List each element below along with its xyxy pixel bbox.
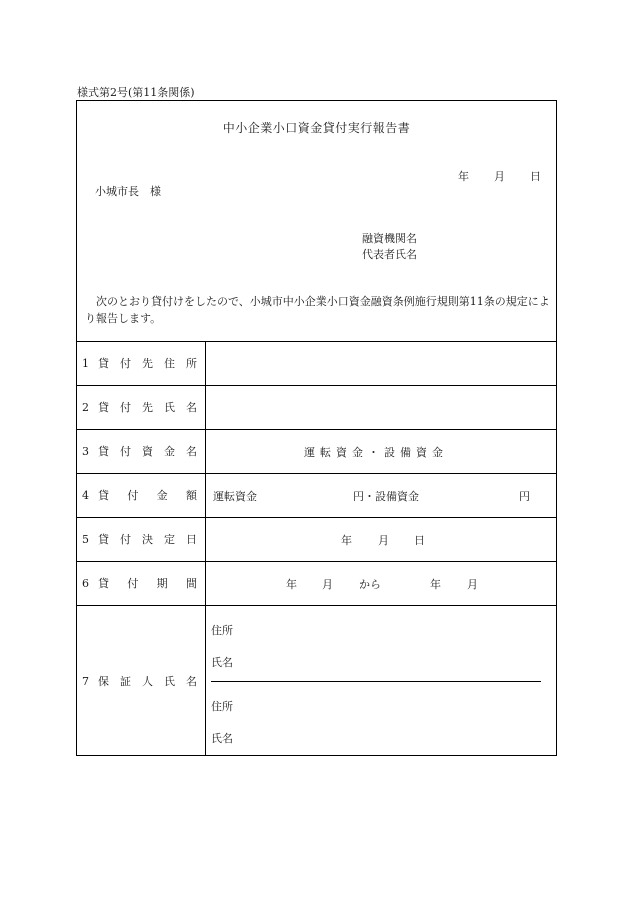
period-end-year-label: 年 xyxy=(430,578,441,591)
decision-day-label: 日 xyxy=(414,534,425,547)
row-label-guarantor-name: 7 保 証 人 氏 名 xyxy=(82,674,197,688)
guarantor2-address-label: 住所 xyxy=(211,700,233,713)
guarantor1-address-label: 住所 xyxy=(211,624,233,637)
form-reference: 様式第2号(第11条関係) xyxy=(77,86,195,99)
decision-month-label: 月 xyxy=(378,534,389,547)
amount-yen-label: 円 xyxy=(519,490,530,503)
row-label-loan-amount: 4 貸 付 金 額 xyxy=(82,488,197,502)
row-label-loan-period: 6 貸 付 期 間 xyxy=(82,576,197,590)
document-title: 中小企業小口資金貸付実行報告書 xyxy=(222,121,411,135)
row-label-decision-date: 5 貸 付 決 定 日 xyxy=(82,532,197,546)
date-year-label: 年 xyxy=(458,170,469,183)
amount-yen-equipment-label: 円・設備資金 xyxy=(353,490,419,503)
period-start-year-label: 年 xyxy=(286,578,297,591)
period-start-month-label: 月 xyxy=(322,578,333,591)
guarantor2-name-label: 氏名 xyxy=(211,732,233,745)
label-column-divider xyxy=(205,341,206,755)
guarantor1-name-label: 氏名 xyxy=(211,656,233,669)
representative-name-label: 代表者氏名 xyxy=(362,248,417,261)
period-from-label: から xyxy=(359,578,381,591)
fund-name-value: 運転資金・設備資金 xyxy=(304,446,448,459)
period-end-month-label: 月 xyxy=(467,578,478,591)
addressee: 小城市長 様 xyxy=(95,185,161,198)
institution-name-label: 融資機関名 xyxy=(362,232,417,245)
row-label-borrower-name: 2 貸 付 先 氏 名 xyxy=(82,400,197,414)
row-label-fund-name: 3 貸 付 資 金 名 xyxy=(82,444,197,458)
date-day-label: 日 xyxy=(530,170,541,183)
row-label-borrower-address: 1 貸 付 先 住 所 xyxy=(82,356,197,370)
report-form xyxy=(76,100,557,756)
amount-operating-label: 運転資金 xyxy=(213,490,257,503)
report-statement: 次のとおり貸付けをしたので、小城市中小企業小口資金融資条例施行規則第11条の規定により報告します。 xyxy=(85,295,550,325)
guarantor-separator-line xyxy=(211,681,541,682)
decision-year-label: 年 xyxy=(341,534,352,547)
date-month-label: 月 xyxy=(494,170,505,183)
